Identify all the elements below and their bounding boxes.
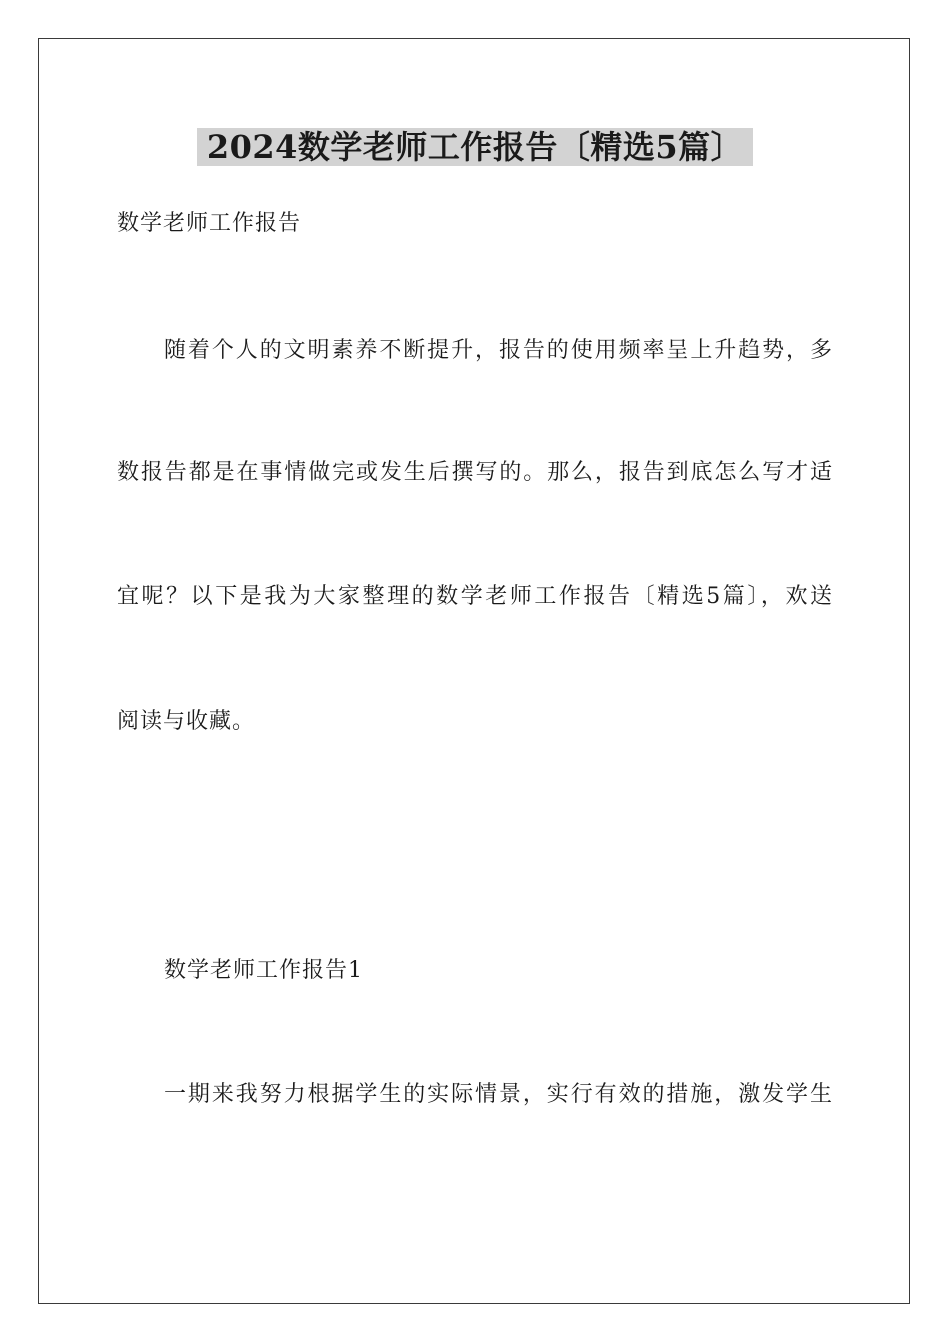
section-heading: 数学老师工作报告1 — [164, 958, 363, 983]
section-paragraph-line-1: 一期来我努力根据学生的实际情景，实行有效的措施，激发学生 — [164, 1082, 833, 1107]
intro-paragraph-line-4: 阅读与收藏。 — [117, 709, 256, 734]
intro-paragraph-line-1: 随着个人的文明素养不断提升，报告的使用频率呈上升趋势，多 — [164, 338, 833, 363]
intro-paragraph-line-3: 宜呢？以下是我为大家整理的数学老师工作报告〔精选5篇〕，欢送 — [117, 584, 833, 609]
document-subtitle: 数学老师工作报告 — [117, 211, 302, 236]
title-container — [0, 128, 950, 166]
document-title: 2024数学老师工作报告〔精选5篇〕 — [197, 128, 753, 166]
intro-paragraph-line-2: 数报告都是在事情做完或发生后撰写的。那么，报告到底怎么写才适 — [117, 460, 833, 485]
